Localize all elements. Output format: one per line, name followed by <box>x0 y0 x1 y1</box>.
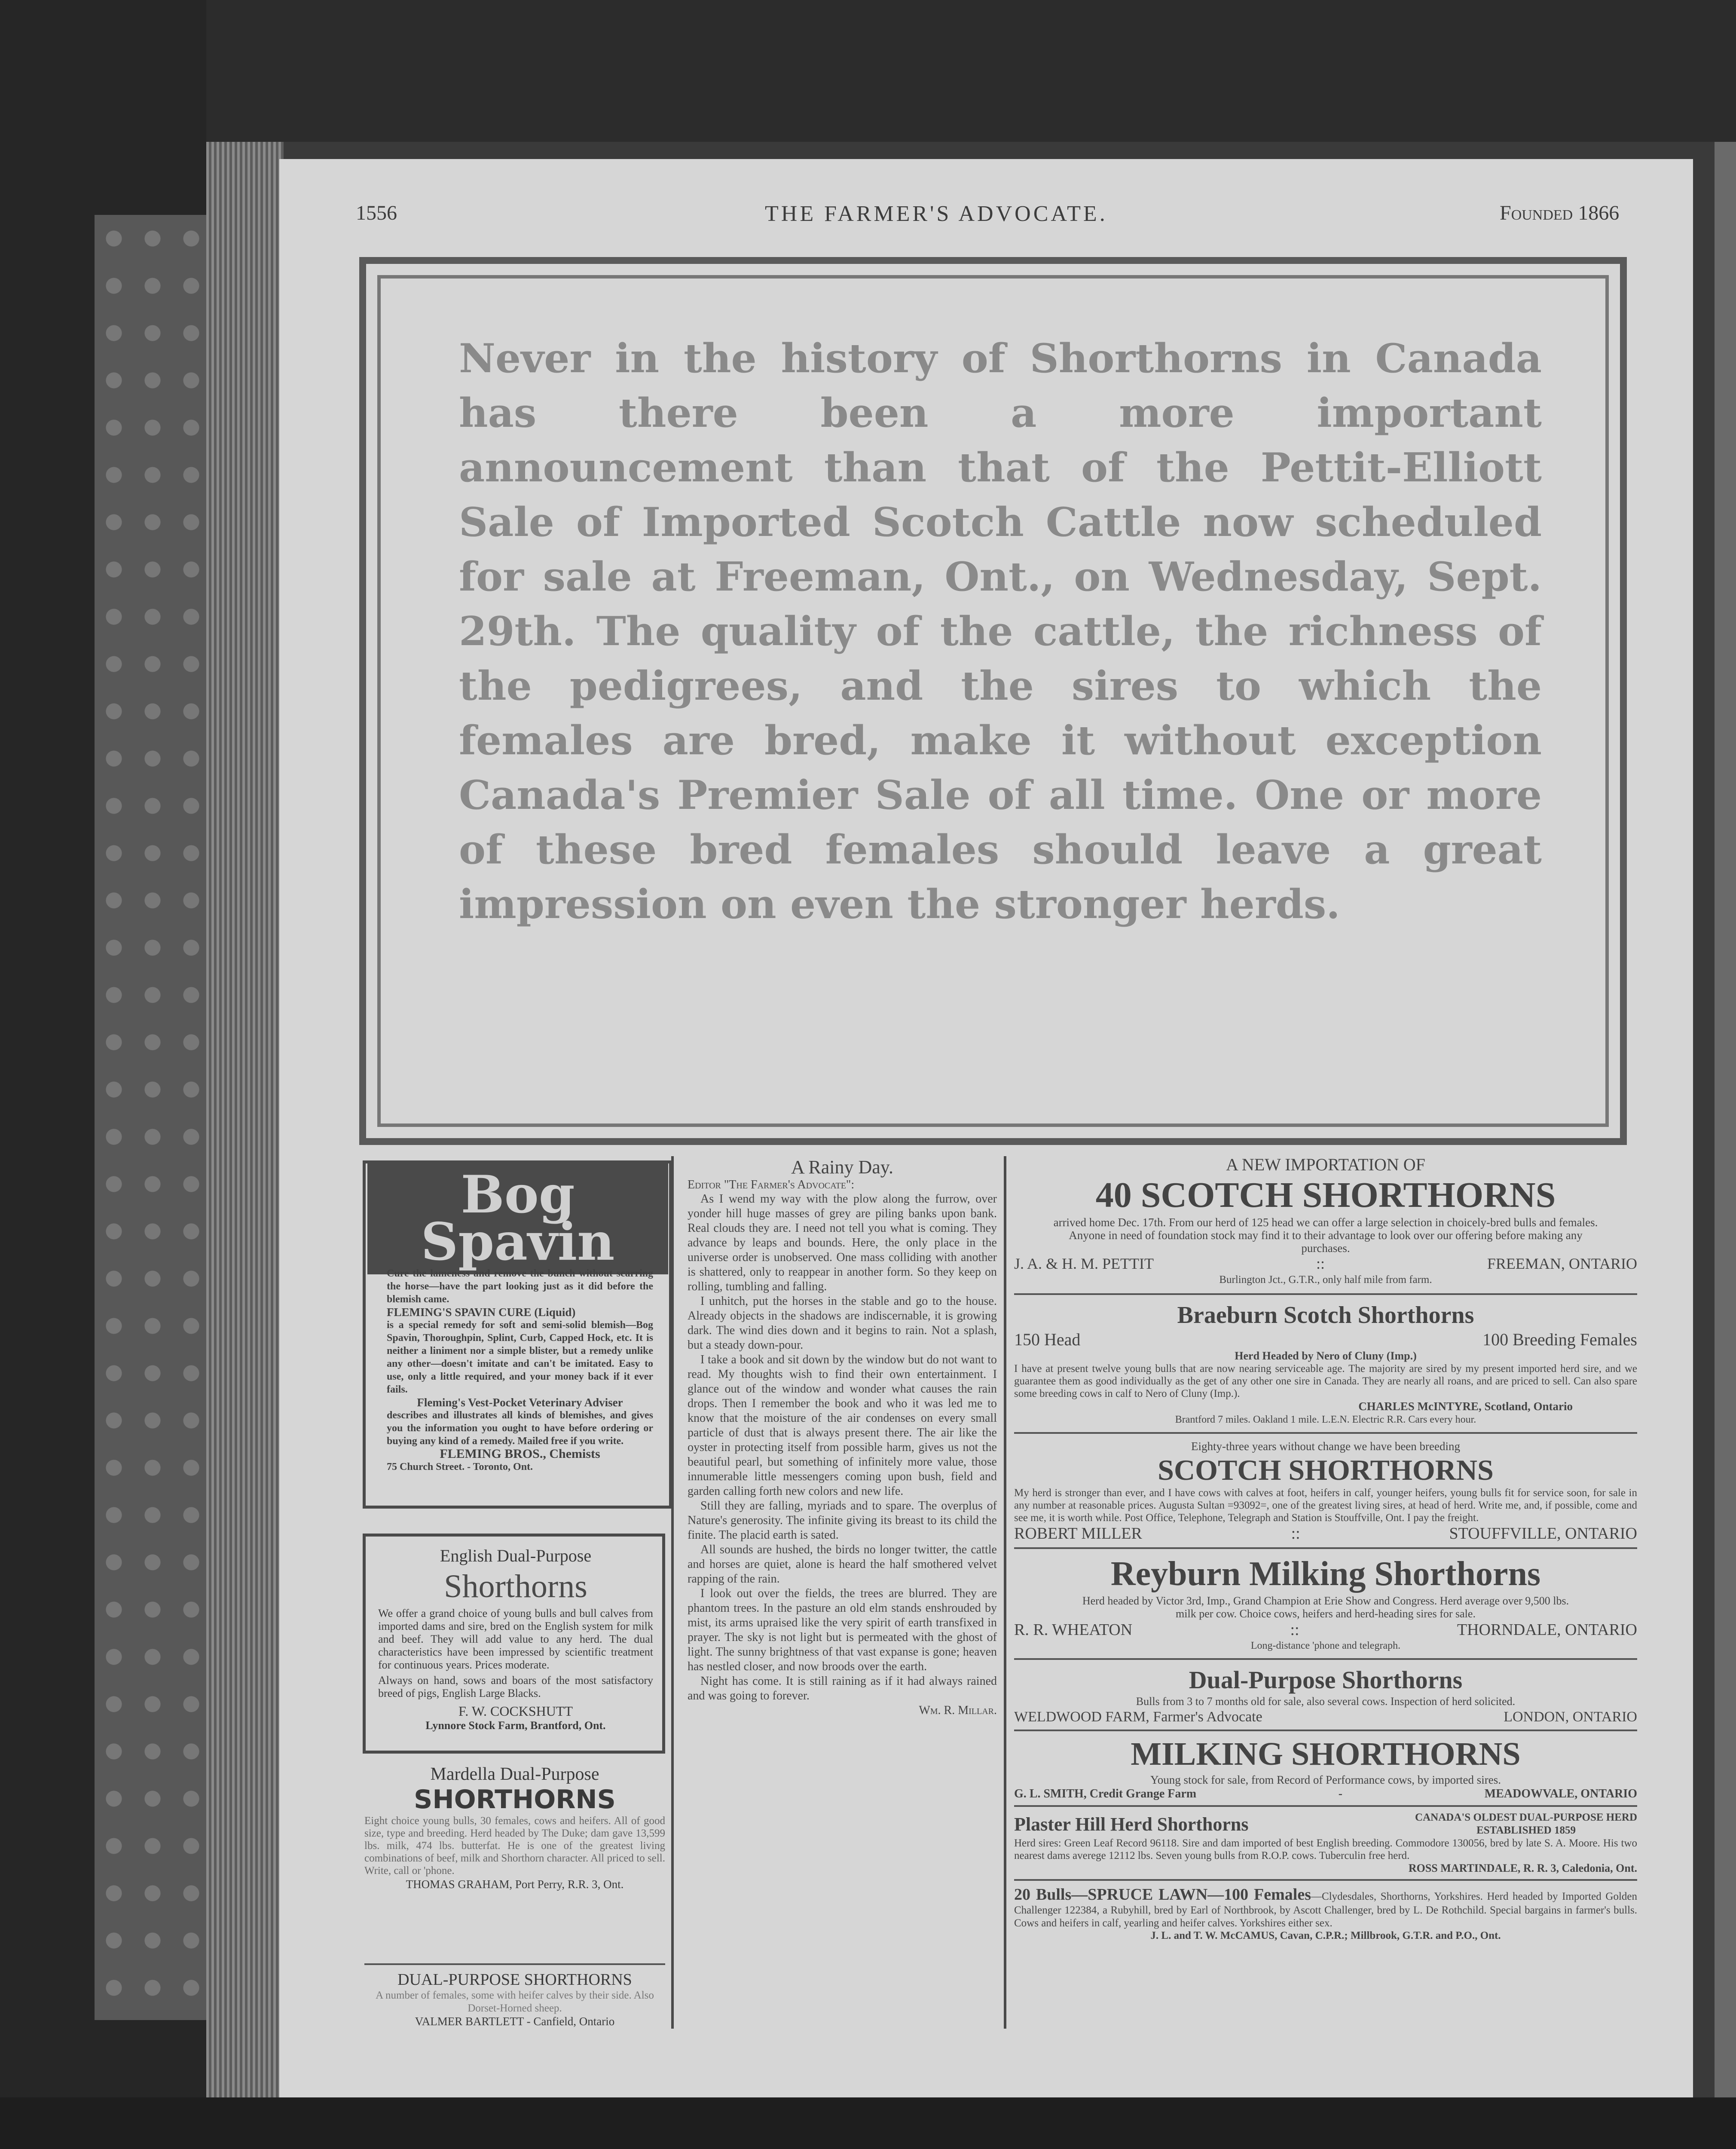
article-paragraph: I take a book and sit down by the window but do not want to read. My thoughts wish to find their own entertainment. I glance out of the window and wonder what causes the rain drops. Then I remember the book and who it was led me to know that the moisture of the air condenses on every small particle of dust that is always present there. The air like the oyster in protecting itself from possible harm, gives us not the beautiful pearl, but something of infinitely more value, those innumerable little messengers coming upon bush, field and garden calling forth new colors and new life. <box>688 1353 997 1498</box>
pettit-kicker: A NEW IMPORTATION OF <box>1226 1155 1425 1174</box>
reyburn-contact-line <box>1014 1620 1637 1639</box>
plaster-body: Herd sires: Green Leaf Record 96118. Sire and dam imported of best English breeding. Commodore 130056, bred by late S. A. Moore. His two nearest dams averege 12112 lbs. Seven young bulls from R.O.P. cows. Tuberculin free herd. <box>1014 1837 1637 1861</box>
weldwood-place: LONDON, ONTARIO <box>1504 1709 1637 1725</box>
divider <box>1014 1547 1637 1549</box>
english-body: We offer a grand choice of young bulls and bull calves from imported dams and sire, bred on the English system for milk and beef. They will add value to any herd. The dual characteristics have been impressed by scientific treatment for continuous years. Prices moderate. <box>378 1607 653 1671</box>
dual-contact: VALMER BARTLETT - Canfield, Ontario <box>415 2015 615 2028</box>
pettit-title: 40 SCOTCH SHORTHORNS <box>1095 1175 1556 1215</box>
reyburn-title: Reyburn Milking Shorthorns <box>1110 1555 1541 1593</box>
column-rule-right <box>1004 1156 1006 2029</box>
pettit-name: J. A. & H. M. PETTIT <box>1014 1255 1154 1272</box>
dual-title: DUAL-PURPOSE SHORTHORNS <box>397 1971 632 1989</box>
bog-address-number: 75 <box>387 1461 397 1472</box>
bog-spavin-title <box>367 1163 668 1274</box>
divider <box>364 1963 665 1965</box>
rainy-day-article <box>688 1156 997 1718</box>
article-paragraph: Night has come. It is still raining as if it had always rained and was going to forever. <box>688 1675 997 1702</box>
weldwood-body: Bulls from 3 to 7 months old for sale, also several cows. Inspection of herd solicited. <box>1136 1695 1516 1708</box>
bog-title-line2: Spavin <box>421 1212 615 1272</box>
weldwood-name: WELDWOOD FARM, Farmer's Advocate <box>1014 1709 1262 1725</box>
english-body2: Always on hand, sows and boars of the most satisfactory breed of pigs, English Large Blacks. <box>378 1674 653 1699</box>
article-paragraph: As I wend my way with the plow along the furrow, over yonder hill huge masses of grey are piling banks upon bank. Real clouds they are. I need not tell you what is coming. They advance by leaps and bounds. Here, the only place in the universe order is unobserved. One mass colliding with another is shattered, only to reappear in another form. So they keep on rolling, tumbling and falling. <box>688 1192 997 1293</box>
weldwood-ad <box>1014 1666 1637 1725</box>
miller-title: SCOTCH SHORTHORNS <box>1158 1454 1494 1486</box>
miller-body: My herd is stronger than ever, and I have cows with calves at foot, heifers in calf, younger heifers, young bulls fit for service soon, for sale in any number at reasonable prices. Augusta Sultan =93092=, one of the greatest living sires, at head of herd. Write me, and, if possible, come and see me, it is worth while. Post Office, Telephone, Telegraph and Station is Stouffville, Ont. I pay the freight. <box>1014 1487 1637 1524</box>
article-paragraph: Still they are falling, myriads and to spare. The overplus of Nature's generosity. The infinite giving its breast to its child the finite. The placid earth is sated. <box>688 1499 997 1542</box>
mardella-body: Eight choice young bulls, 30 females, cows and heifers. All of good size, type and breeding. Herd headed by The Duke; dam gave 13,599 lbs. milk, 474 lbs. butterfat. He is one of the greatest living combinations of beef, milk and Shorthorn character. All priced to sell. Write, call or 'phone. <box>364 1815 665 1877</box>
bog-adviser-body: describes and illustrates all kinds of blemishes, and gives you the information you ought to have before ordering or buying any kind of a remedy. Mailed free if you write. <box>387 1410 653 1447</box>
miller-ad <box>1014 1440 1637 1543</box>
english-title: Shorthorns <box>444 1568 587 1604</box>
plaster-right2: ESTABLISHED 1859 <box>1476 1825 1576 1836</box>
founded-note: Founded 1866 <box>1500 202 1620 224</box>
article-paragraph: All sounds are hushed, the birds no longer twitter, the cattle and horses are quiet, alone is heard the half smothered velvet rapping of the rain. <box>688 1543 997 1586</box>
plaster-name: ROSS MARTINDALE, R. R. 3, Caledonia, Ont. <box>1408 1862 1637 1874</box>
braeburn-head: 150 Head <box>1014 1330 1081 1349</box>
article-paragraph: I look out over the fields, the trees are blurred. They are phantom trees. In the pasture an old elm stands enshrouded by mist, its arms upraised like the very spirit of earth transfixed in prayer. The sky is not light but is permeated with the ghost of light. The sunny brightness of that vast expanse is gone; heaven has nestled closer, and now broods over the earth. <box>688 1587 997 1673</box>
right-column-ads <box>1014 1154 1637 1942</box>
page-number: 1556 <box>356 202 397 224</box>
bog-spavin-text <box>387 1267 653 1473</box>
miller-place: STOUFFVILLE, ONTARIO <box>1449 1525 1637 1543</box>
pettit-place: FREEMAN, ONTARIO <box>1487 1255 1637 1272</box>
bog-body: is a special remedy for soft and semi-solid blemish—Bog Spavin, Thoroughpin, Splint, Curb, Capped Hock, etc. It is neither a liniment nor a simple blister, but a remedy unlike any other—doesn't imitate and can't be imitated. Easy to use, only a little required, and your money back if it ever fails. <box>387 1319 653 1395</box>
pettit-contact-line <box>1014 1255 1637 1273</box>
bog-title-line1: Bog <box>461 1164 575 1225</box>
divider <box>1014 1432 1637 1434</box>
bartlett-ad <box>364 1970 665 2028</box>
article-salutation: Editor "The Farmer's Advocate": <box>688 1178 855 1191</box>
braeburn-title: Braeburn Scotch Shorthorns <box>1177 1302 1474 1329</box>
reyburn-ad <box>1014 1553 1637 1652</box>
english-name: F. W. COCKSHUTT <box>458 1703 573 1719</box>
divider <box>1014 1805 1637 1807</box>
spruce-body: —Clydesdales, Shorthorns, Yorkshires. Herd headed by Imported Golden Challenger 122384, a Rubyhill, bred by Earl of Northbrook, by Ascott Challenger, bred by L. De Rothchild. Special bargains in farmer's bulls. Cows and heifers in calf, yearling and heifer calves. Yorkshires either sex. <box>1014 1891 1637 1929</box>
smith-title: MILKING SHORTHORNS <box>1131 1736 1521 1772</box>
braeburn-body: I have at present twelve young bulls that are now nearing serviceable age. The majority are sired by my present imported herd sire, and we guarantee them as good individually as the get of any other one sire in Canada. They are nearly all roans, and are priced to sell. Can also spare some breeding cows in calf to Nero of Cluny (Imp.). <box>1014 1363 1637 1399</box>
braeburn-name: CHARLES McINTYRE, Scotland, Ontario <box>1358 1400 1573 1413</box>
plaster-right1: CANADA'S OLDEST DUAL-PURPOSE HERD <box>1415 1812 1637 1823</box>
english-shorthorns-text <box>378 1546 653 1732</box>
reyburn-note: Long-distance 'phone and telegraph. <box>1250 1640 1401 1651</box>
smith-contact-line <box>1014 1787 1637 1801</box>
braeburn-subline <box>1014 1329 1637 1350</box>
pettit-body: arrived home Dec. 17th. From our herd of 125 head we can offer a large selection in choicely-bred bulls and females. Anyone in need of foundation stock may find it to their advantage to look over our offering before making any purchases. <box>1053 1216 1598 1255</box>
dual-body: A number of females, some with heifer calves by their side. Also Dorset-Horned sheep. <box>376 1990 654 2014</box>
miller-kicker: Eighty-three years without change we have been breeding <box>1191 1440 1460 1453</box>
braeburn-females: 100 Breeding Females <box>1482 1330 1637 1349</box>
article-paragraph: I unhitch, put the horses in the stable and go to the house. Already objects in the shadows are indiscernable, it is growing dark. The wind dies down and it begins to rain. Not a splash, but a steady down-pour. <box>688 1295 997 1352</box>
divider <box>1014 1730 1637 1731</box>
article-signature: Wm. R. Millar. <box>919 1704 997 1717</box>
article-title: A Rainy Day. <box>791 1157 893 1178</box>
bog-product: FLEMING'S SPAVIN CURE (Liquid) <box>387 1306 576 1319</box>
announcement-text: Never in the history of Shorthorns in Canada has there been a more important announcement than that of the Pettit-Elliott Sale of Imported Scotch Cattle now scheduled for sale at Freeman, Ont., on Wednesday, Sept. 29th. The quality of the cattle, the richness of the pedigrees, and the sires to which the females are bred, make it without exception Canada's Premier Sale of all time. One or more of these bred females should leave a great impression on even the stronger herds. <box>459 335 1542 928</box>
plaster-right <box>1415 1811 1637 1837</box>
reyburn-body: Herd headed by Victor 3rd, Imp., Grand Champion at Erie Show and Congress. Herd average over 9,500 lbs. milk per cow. Choice cows, heifers and herd-heading sires for sale. <box>1082 1595 1569 1620</box>
mardella-contact: THOMAS GRAHAM, Port Perry, R.R. 3, Ont. <box>406 1878 624 1891</box>
bog-intro: Cure the lameness and remove the bunch without scarring the horse—have the part looking just as it did before the blemish came. <box>387 1268 653 1305</box>
page-edges <box>206 142 284 2102</box>
english-farm: Lynnore Stock Farm, Brantford, Ont. <box>425 1719 606 1732</box>
reyburn-name: R. R. WHEATON <box>1014 1621 1133 1639</box>
miller-contact-line <box>1014 1524 1637 1543</box>
miller-separator: :: <box>1291 1525 1300 1543</box>
mardella-title: SHORTHORNS <box>414 1785 616 1815</box>
miller-name: ROBERT MILLER <box>1014 1525 1142 1543</box>
mardella-subtitle: Mardella Dual-Purpose <box>430 1764 599 1784</box>
smith-separator: - <box>1338 1787 1343 1800</box>
mardella-ad <box>364 1764 665 1891</box>
weldwood-contact-line <box>1014 1709 1637 1725</box>
bog-adviser-title: Fleming's Vest-Pocket Veterinary Adviser <box>417 1396 623 1409</box>
bog-address: Church Street. - Toronto, Ont. <box>400 1461 533 1472</box>
smith-body: Young stock for sale, from Record of Performance cows, by imported sires. <box>1150 1773 1501 1786</box>
scan-background-bottom <box>0 2097 1736 2149</box>
weldwood-title: Dual-Purpose Shorthorns <box>1189 1666 1463 1694</box>
pettit-separator: :: <box>1316 1255 1325 1272</box>
braeburn-headed: Herd Headed by Nero of Cluny (Imp.) <box>1235 1350 1417 1362</box>
bog-address-line <box>387 1460 653 1473</box>
endpaper-pattern <box>95 215 206 2020</box>
spruce-name: J. L. and T. W. McCAMUS, Cavan, C.P.R.; Millbrook, G.T.R. and P.O., Ont. <box>1150 1930 1501 1941</box>
plaster-hill-ad <box>1014 1811 1637 1875</box>
divider <box>1014 1879 1637 1881</box>
divider <box>1014 1658 1637 1660</box>
smith-name: G. L. SMITH, Credit Grange Farm <box>1014 1787 1197 1800</box>
smith-ad <box>1014 1736 1637 1801</box>
bog-company: FLEMING BROS., Chemists <box>440 1447 600 1461</box>
english-subtitle: English Dual-Purpose <box>440 1546 592 1565</box>
pettit-note: Burlington Jct., G.T.R., only half mile from farm. <box>1219 1274 1432 1286</box>
divider <box>1014 1293 1637 1295</box>
adjacent-page-strip <box>1715 142 1736 2119</box>
braeburn-note: Brantford 7 miles. Oakland 1 mile. L.E.N. Electric R.R. Cars every hour. <box>1175 1414 1476 1425</box>
masthead: THE FARMER'S ADVOCATE. <box>765 202 1108 226</box>
reyburn-separator: :: <box>1290 1621 1299 1639</box>
braeburn-ad <box>1014 1301 1637 1426</box>
plaster-title: Plaster Hill Herd Shorthorns <box>1014 1813 1249 1835</box>
spruce-title: 20 Bulls—SPRUCE LAWN—100 Females <box>1014 1886 1311 1904</box>
plaster-title-line <box>1014 1811 1637 1837</box>
spruce-lawn-ad <box>1014 1885 1637 1942</box>
smith-place: MEADOWVALE, ONTARIO <box>1484 1787 1637 1800</box>
scan-background-top <box>0 0 1736 142</box>
reyburn-place: THORNDALE, ONTARIO <box>1457 1621 1637 1639</box>
pettit-ad <box>1014 1154 1637 1287</box>
